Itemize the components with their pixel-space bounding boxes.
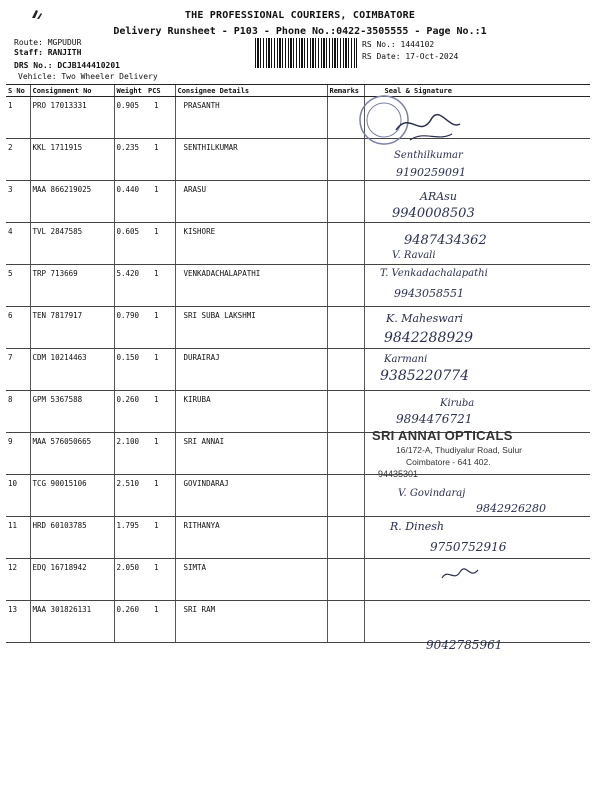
- cell-weight: 2.100: [114, 433, 146, 475]
- table-row: [6, 181, 590, 223]
- cell-pcs: 1: [146, 97, 175, 139]
- signature-4-name: V. Ravali: [392, 250, 436, 261]
- drs-label: DRS No.: DCJB144410201: [14, 61, 120, 70]
- cell-weight: 2.050: [114, 559, 146, 601]
- table-row: [6, 139, 590, 181]
- cell-consignment: GPM 5367588: [30, 391, 114, 433]
- cell-weight: 1.795: [114, 517, 146, 559]
- cell-consignee: PRASANTH: [175, 97, 327, 139]
- signature-5-name: T. Venkadachalapathi: [380, 268, 488, 279]
- table-row: [6, 97, 590, 139]
- cell-signature: [364, 601, 590, 643]
- cell-weight: 0.440: [114, 181, 146, 223]
- cell-sno: 10: [6, 475, 30, 517]
- cell-consignment: HRD 60103785: [30, 517, 114, 559]
- signature-2-phone: 9190259091: [396, 166, 466, 179]
- signature-5-phone: 9943058551: [394, 287, 464, 300]
- signature-8-name: Kiruba: [440, 398, 475, 409]
- signature-11-name: R. Dinesh: [390, 520, 444, 533]
- cell-consignment: TVL 2847585: [30, 223, 114, 265]
- cell-consignment: EDQ 16718942: [30, 559, 114, 601]
- col-consignee: Consignee Details: [175, 85, 327, 97]
- table-header: [6, 85, 590, 97]
- cell-sno: 9: [6, 433, 30, 475]
- sri-annai-opticals-stamp: [372, 428, 572, 478]
- signature-7-name: Karmani: [384, 354, 428, 365]
- cell-pcs: 1: [146, 139, 175, 181]
- cell-pcs: 1: [146, 181, 175, 223]
- cell-pcs: 1: [146, 601, 175, 643]
- cell-weight: 2.510: [114, 475, 146, 517]
- cell-consignee: SRI ANNAI: [175, 433, 327, 475]
- cell-sno: 13: [6, 601, 30, 643]
- col-sno: S No: [6, 85, 30, 97]
- cell-consignee: DURAIRAJ: [175, 349, 327, 391]
- cell-sno: 6: [6, 307, 30, 349]
- cell-remarks: [327, 181, 364, 223]
- cell-remarks: [327, 265, 364, 307]
- cell-consignment: MAA 301826131: [30, 601, 114, 643]
- cell-weight: 0.150: [114, 349, 146, 391]
- cell-consignee: RITHANYA: [175, 517, 327, 559]
- signature-4-phone: 9487434362: [404, 233, 487, 248]
- route-label: Route: MGPUDUR: [14, 38, 82, 47]
- signature-13-phone: 9042785961: [426, 638, 503, 652]
- cell-remarks: [327, 517, 364, 559]
- signature-2-name: Senthilkumar: [394, 150, 463, 161]
- cell-remarks: [327, 433, 364, 475]
- cell-weight: 0.260: [114, 601, 146, 643]
- runsheet-subtitle: Delivery Runsheet - P103 - Phone No.:0422-3505555 - Page No.:1: [113, 26, 487, 37]
- table-row: [6, 223, 590, 265]
- col-pcs: PCS: [146, 85, 175, 97]
- cell-weight: 0.260: [114, 391, 146, 433]
- table-row: [6, 265, 590, 307]
- signature-6-phone: 9842288929: [384, 330, 474, 346]
- cell-pcs: 1: [146, 433, 175, 475]
- cell-consignee: SRI RAM: [175, 601, 327, 643]
- cell-consignee: SRI SUBA LAKSHMI: [175, 307, 327, 349]
- cell-pcs: 1: [146, 307, 175, 349]
- cell-consignment: MAA 576050665: [30, 433, 114, 475]
- table-row: [6, 349, 590, 391]
- table-row: [6, 307, 590, 349]
- cell-consignment: TRP 713669: [30, 265, 114, 307]
- cell-remarks: [327, 391, 364, 433]
- signature-1-scribble-icon: [390, 100, 470, 146]
- cell-pcs: 1: [146, 559, 175, 601]
- cell-weight: 0.235: [114, 139, 146, 181]
- cell-remarks: [327, 559, 364, 601]
- rs-date: RS Date: 17-Oct-2024: [362, 52, 459, 61]
- vehicle-label: Vehicle: Two Wheeler Delivery: [18, 72, 158, 81]
- signature-11-phone: 9750752916: [430, 540, 507, 554]
- cell-sno: 7: [6, 349, 30, 391]
- table-row: [6, 601, 590, 643]
- runsheet-table: [6, 84, 590, 643]
- signature-7-phone: 9385220774: [380, 368, 470, 384]
- cell-consignee: ARASU: [175, 181, 327, 223]
- stamp-address: 16/172-A, Thudiyalur Road, Sulur: [396, 445, 523, 455]
- cell-consignee: GOVINDARAJ: [175, 475, 327, 517]
- cell-consignment: KKL 1711915: [30, 139, 114, 181]
- table-row: [6, 559, 590, 601]
- cell-pcs: 1: [146, 223, 175, 265]
- cell-weight: 0.905: [114, 97, 146, 139]
- cell-consignment: PRO 17013331: [30, 97, 114, 139]
- rs-number: RS No.: 1444102: [362, 40, 435, 49]
- col-signature: Seal & Signature: [364, 85, 590, 97]
- cell-consignment: CDM 10214463: [30, 349, 114, 391]
- cell-remarks: [327, 349, 364, 391]
- cell-sno: 2: [6, 139, 30, 181]
- cell-consignment: TCG 90015106: [30, 475, 114, 517]
- cell-pcs: 1: [146, 349, 175, 391]
- cell-pcs: 1: [146, 265, 175, 307]
- col-consignment: Consignment No: [30, 85, 114, 97]
- cell-pcs: 1: [146, 391, 175, 433]
- cell-weight: 5.420: [114, 265, 146, 307]
- cell-weight: 0.605: [114, 223, 146, 265]
- col-remarks: Remarks: [327, 85, 364, 97]
- signature-3-name: ARAsu: [420, 190, 457, 203]
- col-weight: Weight: [114, 85, 146, 97]
- signature-3-phone: 9940008503: [392, 206, 475, 221]
- cell-remarks: [327, 475, 364, 517]
- cell-remarks: [327, 601, 364, 643]
- cell-pcs: 1: [146, 475, 175, 517]
- stamp-city: Coimbatore - 641 402.: [406, 457, 491, 467]
- company-title: THE PROFESSIONAL COURIERS, COIMBATORE: [184, 10, 416, 21]
- cell-sno: 5: [6, 265, 30, 307]
- signature-8-phone: 9894476721: [396, 412, 473, 426]
- cell-sno: 11: [6, 517, 30, 559]
- cell-consignee: KISHORE: [175, 223, 327, 265]
- cell-consignment: TEN 7817917: [30, 307, 114, 349]
- staff-label: Staff: RANJITH: [14, 48, 82, 57]
- cell-weight: 0.790: [114, 307, 146, 349]
- cell-consignee: VENKADACHALAPATHI: [175, 265, 327, 307]
- cell-consignee: SIMTA: [175, 559, 327, 601]
- signature-10-phone: 9842926280: [476, 502, 546, 515]
- barcode: [255, 38, 357, 68]
- cell-sno: 8: [6, 391, 30, 433]
- cell-consignment: MAA 866219025: [30, 181, 114, 223]
- cell-remarks: [327, 223, 364, 265]
- table-row: [6, 391, 590, 433]
- cell-pcs: 1: [146, 517, 175, 559]
- cell-sno: 4: [6, 223, 30, 265]
- cell-remarks: [327, 307, 364, 349]
- cell-sno: 12: [6, 559, 30, 601]
- cell-sno: 1: [6, 97, 30, 139]
- signature-12-scribble-icon: [440, 566, 480, 584]
- stamp-phone: 94435301: [378, 469, 419, 479]
- cell-sno: 3: [6, 181, 30, 223]
- cell-consignee: SENTHILKUMAR: [175, 139, 327, 181]
- stamp-name: SRI ANNAI OPTICALS: [372, 428, 513, 443]
- signature-10-name: V. Govindaraj: [398, 488, 466, 499]
- cell-consignee: KIRUBA: [175, 391, 327, 433]
- signature-6-name: K. Maheswari: [386, 312, 464, 325]
